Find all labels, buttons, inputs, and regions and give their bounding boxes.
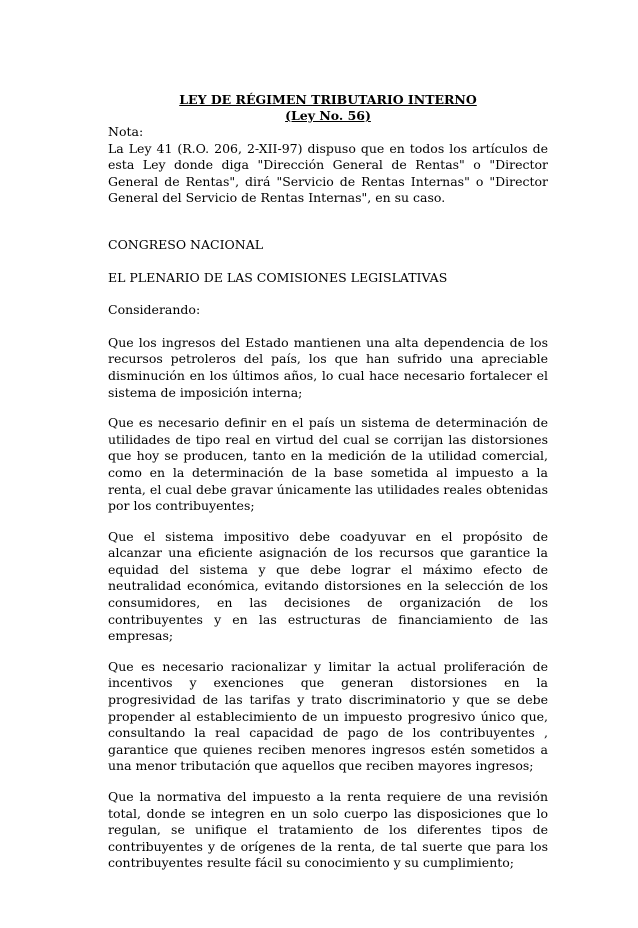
note-label: Nota: [108,124,144,139]
congress-heading: CONGRESO NACIONAL [108,236,264,252]
document-title: LEY DE RÉGIMEN TRIBUTARIO INTERNO [179,92,477,107]
considering-paragraph-5: Que la normativa del impuesto a la renta requiere de una revisión total, donde se integren en un solo cuerpo las disposiciones que lo regulan, se unifique el tratamiento de los diferentes tipos de contribuyentes y de orígenes de la renta, de tal suerte que para los contribuyentes resulte fácil su conocimiento y su cumplimiento; [108,789,548,871]
document-page [108,92,548,872]
document-subtitle: (Ley No. 56) [285,108,371,123]
considering-paragraph-3: Que el sistema impositivo debe coadyuvar en el propósito de alcanzar una eficiente asignación de los recursos que garantice la equidad del sistema y que debe lograr el máximo efecto de neutralidad económica, evitando distorsiones en la selección de los consumidores, en las decisiones de organización de los contribuyentes y en las estructuras de financiamiento de las empresas; [108,528,548,644]
considering-paragraph-1: Que los ingresos del Estado mantienen una alta dependencia de los recursos petroleros del país, los que han sufrido una apreciable disminución en los últimos años, lo cual hace necesario fortalecer el sistema de imposición interna; [108,334,548,400]
plenary-heading: EL PLENARIO DE LAS COMISIONES LEGISLATIVAS [108,269,448,285]
considering-label: Considerando: [108,302,201,318]
note-text: La Ley 41 (R.O. 206, 2-XII-97) dispuso que en todos los artículos de esta Ley donde diga "Dirección General de Rentas" o "Director General de Rentas", dirá "Servicio de Rentas Internas" o "Director General del Servicio de Rentas Internas", en su caso. [108,140,548,206]
considering-paragraph-2: Que es necesario definir en el país un sistema de determinación de utilidades de tipo real en virtud del cual se corrijan las distorsiones que hoy se producen, tanto en la medición de la utilidad comercial, como en la determinación de la base sometida al impuesto a la renta, el cual debe gravar únicamente las utilidades reales obtenidas por los contribuyentes; [108,415,548,514]
considering-paragraph-4: Que es necesario racionalizar y limitar la actual proliferación de incentivos y exenciones que generan distorsiones en la progresividad de las tarifas y trato discriminatorio y que se debe propender al establecimiento de un impuesto progresivo único que, consultando la real capacidad de pago de los contribuyentes , garantice que quienes reciben menores ingresos estén sometidos a una menor tributación que aquellos que reciben mayores ingresos; [108,658,548,774]
